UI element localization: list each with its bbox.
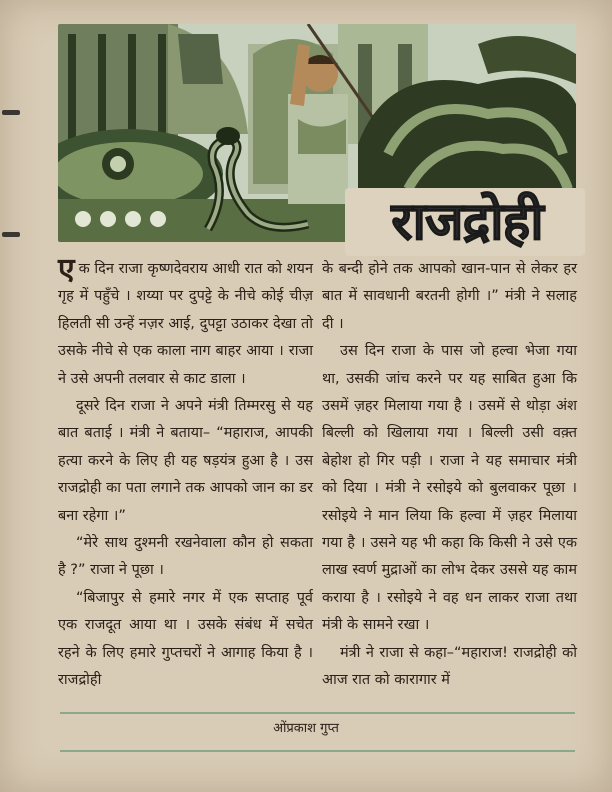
- author-name: ओंप्रकाश गुप्त: [273, 721, 339, 736]
- paragraph: “मेरे साथ दुश्मनी रखनेवाला कौन हो सकता है ?” राजा ने पूछा ।: [58, 535, 313, 579]
- paragraph: “बिजापुर से हमारे नगर में एक सप्ताह पूर्व एक राजदूत आया था । उसके संबंध में सचेत रहने के लिए हमारे गुप्तचरों ने आगाह किया है । राजद्रोही: [58, 589, 313, 689]
- binding-mark: [2, 110, 20, 115]
- text-column-right: [322, 256, 577, 695]
- story-title: राजद्रोही: [391, 192, 543, 252]
- divider: [60, 712, 575, 714]
- paragraph: के बन्दी होने तक आपको खान-पान से लेकर हर बात में सावधानी बरतनी होगी ।” मंत्री ने सलाह दी ।: [322, 261, 577, 332]
- binding-mark: [2, 232, 20, 237]
- text-column-left: [58, 252, 313, 695]
- paragraph: [58, 252, 313, 393]
- paragraph: दूसरे दिन राजा ने अपने मंत्री तिम्मरसु से यह बात बताई । मंत्री ने बताया– “महाराज, आपकी हत्या करने के लिए ही यह षड़यंत्र हुआ है । उस राजद्रोही का पता लगाने तक आपको जान का डर बना रहेगा ।”: [58, 398, 313, 524]
- drop-cap: ए: [58, 252, 75, 287]
- paragraph-text: क दिन राजा कृष्णदेवराय आधी रात को शयन गृह में पहुँचे । शय्या पर दुपट्टे के नीचे कोई चीज़ हिलती सी उन्हें नज़र आई, दुपट्टा उठाकर देखा तो उसके नीचे से एक काला नाग बाहर आया । राजा ने उसे अपनी तलवार से काट डाला ।: [58, 261, 313, 387]
- paragraph: मंत्री ने राजा से कहा–“महाराज! राजद्रोही को आज रात को कारागार में: [322, 644, 577, 689]
- divider: [60, 750, 575, 752]
- paragraph: उस दिन राजा के पास जो हल्वा भेजा गया था, उसकी जांच करने पर यह साबित हुआ कि उसमें ज़हर मिलाया गया है । उसमें से थोड़ा अंश बिल्ली को खिलाया गया । बिल्ली उसी वक़्त बेहोश हो गिर पड़ी । राजा ने यह समाचार मंत्री को दिया । मंत्री ने रसोइये को बुलवाकर पूछा । रसोइये ने मान लिया कि हल्वा में ज़हर मिलाया गया है । उसने यह भी कहा कि किसी ने उसे एक लाख स्वर्ण मुद्राओं का लोभ देकर उससे यह काम कराया है । रसोइये ने वह धन लाकर राजा तथा मंत्री के सामने रखा ।: [322, 343, 577, 634]
